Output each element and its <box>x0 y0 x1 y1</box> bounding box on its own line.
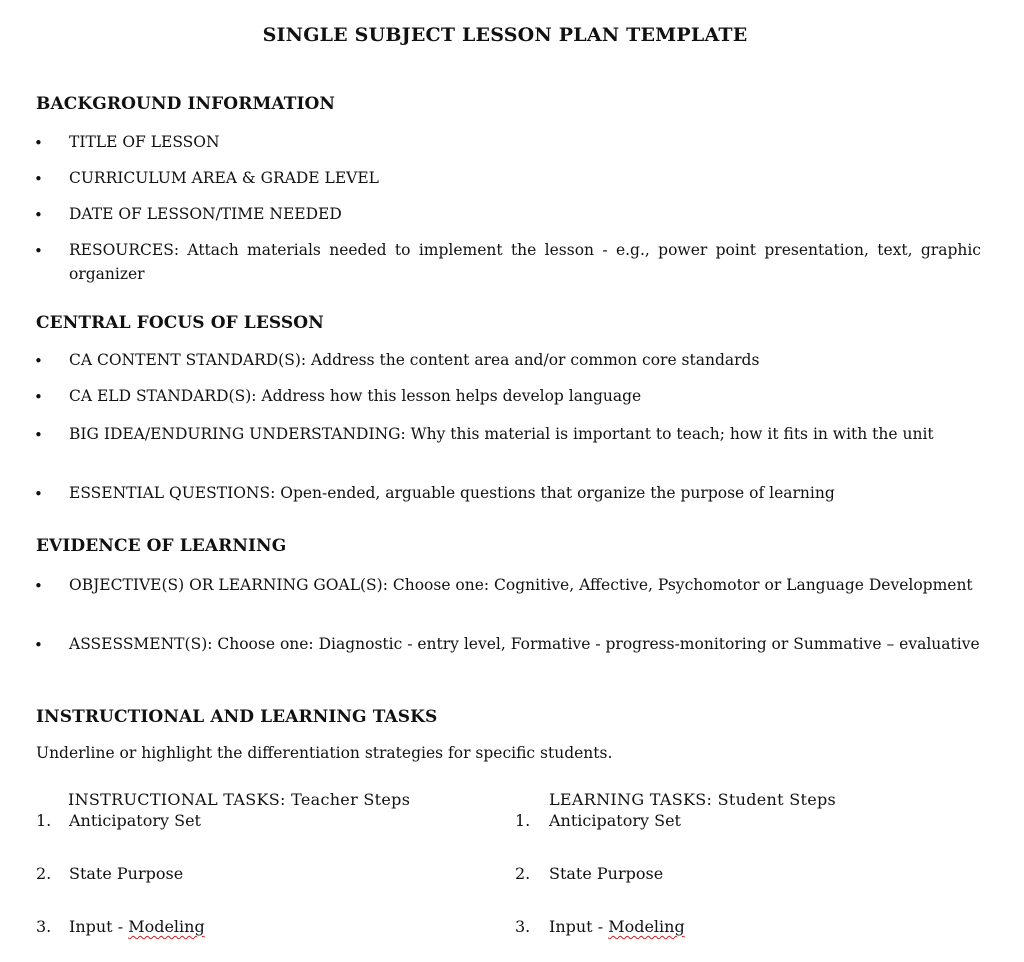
instructional-tasks-heading: INSTRUCTIONAL TASKS: Teacher Steps <box>68 790 411 809</box>
list-item: RESOURCES: Attach materials needed to implement the lesson - e.g., power point presentation, text, graphic organizer <box>69 241 981 283</box>
bullet-icon: • <box>34 170 43 188</box>
list-item: TITLE OF LESSON <box>69 133 220 151</box>
list-item: ESSENTIAL QUESTIONS: Open-ended, arguable questions that organize the purpose of learning <box>69 484 835 502</box>
section-heading-tasks: INSTRUCTIONAL AND LEARNING TASKS <box>36 707 438 727</box>
tasks-note: Underline or highlight the differentiation strategies for specific students. <box>36 744 613 762</box>
step-label <box>549 916 685 938</box>
step-label-prefix: Input - <box>549 917 609 936</box>
bullet-icon: • <box>34 485 43 503</box>
spellcheck-word: Modeling <box>608 917 685 936</box>
list-item: OBJECTIVE(S) OR LEARNING GOAL(S): Choose one: Cognitive, Affective, Psychomotor or Language Development <box>69 576 973 594</box>
step-label: Anticipatory Set <box>69 811 201 830</box>
bullet-icon: • <box>34 352 43 370</box>
bullet-icon: • <box>34 426 43 444</box>
step-label <box>69 916 205 938</box>
step-number: 3. <box>36 917 52 936</box>
section-heading-background: BACKGROUND INFORMATION <box>36 94 336 114</box>
section-heading-central-focus: CENTRAL FOCUS OF LESSON <box>36 313 324 333</box>
list-item: BIG IDEA/ENDURING UNDERSTANDING: Why this material is important to teach; how it fits in with the unit <box>69 425 934 443</box>
step-number: 2. <box>36 864 52 883</box>
step-number: 2. <box>515 864 531 883</box>
list-item: CURRICULUM AREA & GRADE LEVEL <box>69 169 379 187</box>
list-item: DATE OF LESSON/TIME NEEDED <box>69 205 342 223</box>
step-number: 1. <box>515 811 531 830</box>
learning-tasks-heading: LEARNING TASKS: Student Steps <box>549 790 837 809</box>
step-label: State Purpose <box>69 864 184 883</box>
step-number: 1. <box>36 811 52 830</box>
spellcheck-word: Modeling <box>128 917 205 936</box>
list-item: CA CONTENT STANDARD(S): Address the content area and/or common core standards <box>69 351 760 369</box>
bullet-icon: • <box>34 242 43 260</box>
bullet-icon: • <box>34 388 43 406</box>
list-item: CA ELD STANDARD(S): Address how this lesson helps develop language <box>69 387 642 405</box>
step-number: 3. <box>515 917 531 936</box>
list-item: ASSESSMENT(S): Choose one: Diagnostic - entry level, Formative - progress-monitoring or Summative – evaluative <box>69 635 980 653</box>
page-title: SINGLE SUBJECT LESSON PLAN TEMPLATE <box>262 24 748 46</box>
step-label-prefix: Input - <box>69 917 129 936</box>
bullet-icon: • <box>34 636 43 654</box>
step-label: Anticipatory Set <box>549 811 681 830</box>
step-label: State Purpose <box>549 864 664 883</box>
bullet-icon: • <box>34 134 43 152</box>
section-heading-evidence: EVIDENCE OF LEARNING <box>36 536 287 556</box>
bullet-icon: • <box>34 206 43 224</box>
bullet-icon: • <box>34 577 43 595</box>
